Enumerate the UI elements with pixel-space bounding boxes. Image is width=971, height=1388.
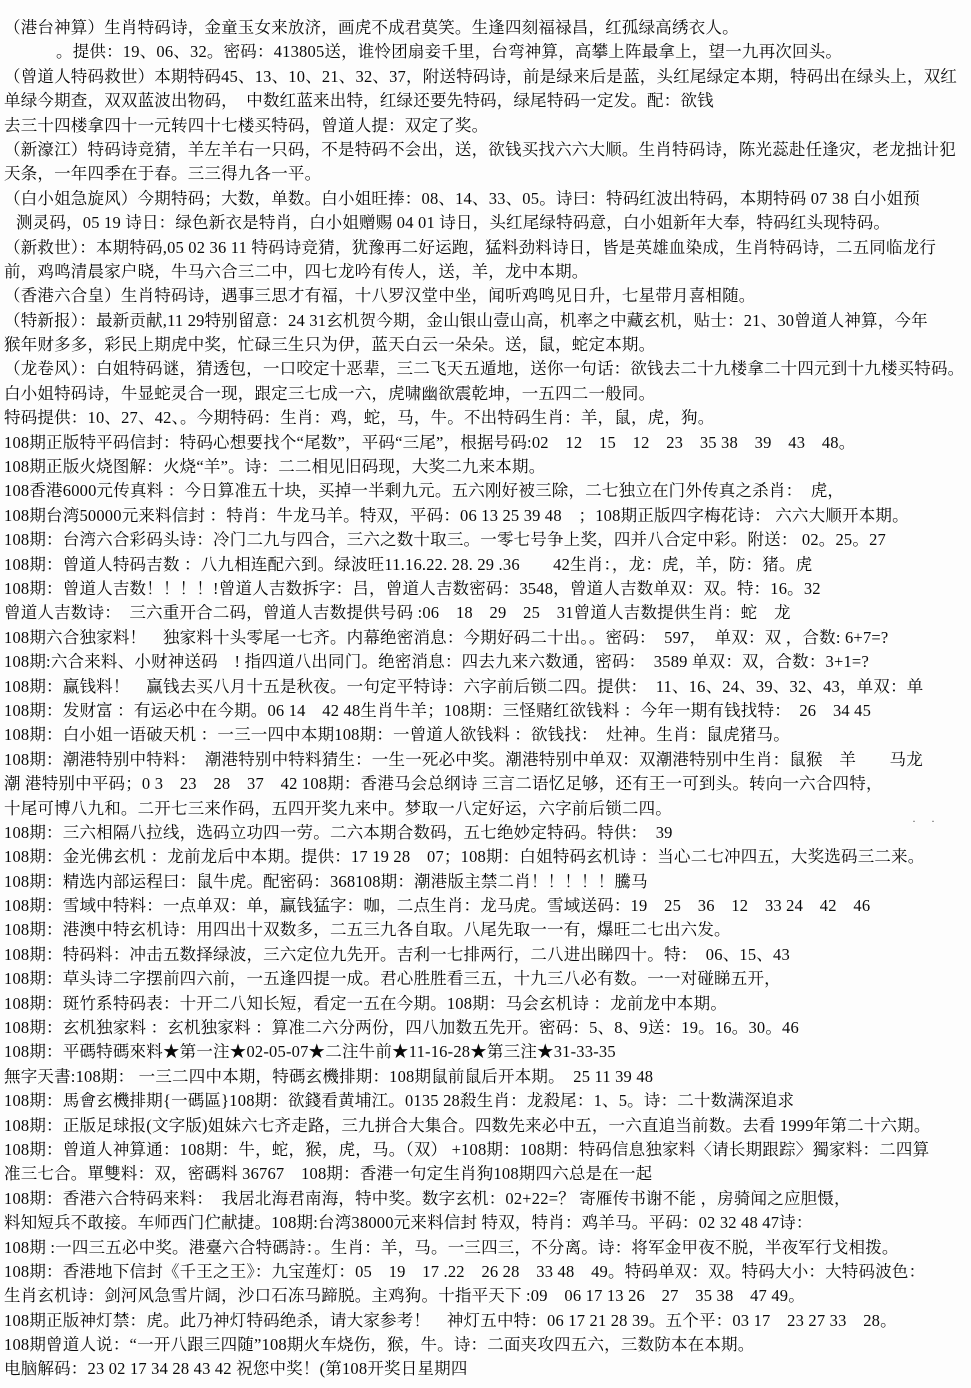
text-line: 。提供：19、06、32。密码：413805送，谁怜团扇妾千里，台弯神算，高攀上阵最拿上，望一九再次回头。: [56, 42, 843, 62]
text-line: 特码提供：10、27、42、。今期特码：生肖：鸡，蛇，马，牛。不出特码生肖：羊，鼠，虎，狗。: [4, 408, 715, 428]
text-line: 108期：特码料：冲击五数择绿波，三六定位九先开。吉利一七排两行，二八进出睇四十。特： 06、15、43: [4, 944, 790, 964]
text-line: 猴年财多多，彩民上期虎中奖，忙碌三生只为伊，蓝天白云一朵朵。送，鼠，蛇定本期。: [4, 335, 656, 355]
text-line: 108期：发财富 ：有运必中在今期。06 14 42 48生肖牛羊；108期：三怪赌红欲钱料 ：今年一期有钱找特： 26 34 45: [4, 700, 872, 720]
text-line: 108期：草头诗二字摆前四六前，一五逢四提一成。君心胜胜看三五，十九三八必有数。一一对碰睇五开，: [4, 969, 781, 989]
text-line: 108期正版特平码信封：特码心想要找个“尾数”，平码“三尾”，根据号码:02 12 15 12 23 35 38 39 43 48。: [4, 432, 856, 452]
text-line: 料知短兵不敢接。车师西门伫献捷。108期:台湾38000元来料信封 特双，特肖：鸡羊马。平码：02 32 48 47诗：: [4, 1213, 813, 1233]
text-line: 曾道人吉数诗： 三六重开合二码，曾道人吉数提供号码 :06 18 29 25 31曾道人吉数提供生肖：蛇 龙: [4, 603, 791, 623]
text-line: 108期：曾道人特码吉数 ：八九相连配六到。绿波旺11.16.22. 28. 29 .36 42生肖：，龙：虎，羊，防：猪。虎: [4, 554, 813, 574]
text-line: 白小姐特码诗，牛显蛇灵合一现，跟定三七成一六，虎啸幽欲震乾坤，一五四二一般同。: [4, 383, 656, 403]
text-line: 108期正版神灯禁：虎。此乃神灯特码绝杀，请大家参考！ 神灯五中特：06 17 21 28 39。五个平：03 17 23 27 33 28。: [4, 1310, 897, 1330]
text-line: 108期：三六相隔八拉线，选码立功四一劳。二六本期合数码，五七绝妙定特码。特供： 39: [4, 822, 673, 842]
text-line: 108期：玄机独家料 ：玄机独家料 ：算准二六分两份，四八加数五先开。密码：5、8、9送：19。16。30。46: [4, 1018, 799, 1038]
text-line: 准三七合。單雙料：双，密碼料 36767 108期：香港一句定生肖狗108期四六总是在一起: [4, 1164, 653, 1184]
text-line: 天条，一年四季在于春。三三得九各一平。: [4, 164, 322, 184]
text-line: （新濠江）特码诗竞猜，羊左羊右一只码，不是特码不会出，送，欲钱买找六六大顺。生肖特码诗，陈光蕊赴任逢灾，老龙拙计犯: [4, 139, 956, 159]
text-line: 108期:六合来料、小财神送码 ! 指四道八出同门。绝密消息：四去九来六数通，密码： 3589 单双：双，合数：3+1=?: [4, 652, 869, 672]
text-line: 108期：雪域中特料：一点单双：单，赢钱猛字：咖，二点生肖：龙马虎。雪域送码：19 25 36 12 33 24 42 46: [4, 896, 871, 916]
text-line: 108期六合独家料！ 独家料十头零尾一七齐。内幕绝密消息：今期好码二十出。。密码： 597， 单双：双 ，合数: 6+7=?: [4, 627, 889, 647]
text-line: 108期 :一四三五必中奖。港臺六合特碼詩：。生肖：羊，马。一三四三，不分离。诗：将军金甲夜不脱，半夜军行戈相拨。: [4, 1237, 899, 1257]
text-line: 电脑解码：23 02 17 34 28 43 42 祝您中奖！(第108开奖日星期四: [4, 1359, 468, 1379]
text-line: （曾道人特码救世）本期特码45、13、10、21、32、37，附送特码诗，前是绿来后是蓝，头红尾绿定本期，特码出在绿头上，双红: [4, 66, 958, 86]
text-line: 108期：白小姐一语破天机 ：一三一四中本期108期：一曾道人欲钱料 ：欲钱找： 灶神。生肖：鼠虎猪马。: [4, 725, 790, 745]
text-line: 108期曾道人说：“一开八跟三四随”108期火车烧伤，猴，牛。诗：二面夹攻四五六，三数防本在本期。: [4, 1335, 755, 1355]
text-line: 108期：港澳中特玄机诗：用四出十双数多，二五三九各自取。八尾先取一一有，爆旺二七出六发。: [4, 920, 731, 940]
text-line: （白小姐急旋风）今期特码；大数，单数。白小姐旺捧：08、14、33、05。诗曰：特码红波出特码，本期特码 07 38 白小姐预: [4, 188, 920, 208]
text-line: （新救世）：本期特码,05 02 36 11 特码诗竞猜，犹豫再二好运跑，猛料劲料诗日，皆是英雄血染成，生肖特码诗，二五同临龙行: [4, 237, 937, 257]
text-line: （特新报）：最新贡献,11 29特别留意：24 31玄机贺今期，金山银山壹山高，机率之中藏玄机，贴士：21、30曾道人神算，今年: [4, 310, 928, 330]
text-line: 108期：馬會玄機排期{一碼區}108期：欲錢看黄埔江。0135 28殺生肖：龙殺尾：1、5。诗：二十数满深追求: [4, 1091, 795, 1111]
text-line: 108期：精选内部运程曰：鼠牛虎。配密码：368108期：潮港版主禁二肖！！！！！騰马: [4, 871, 648, 891]
text-line: 108期：台湾六合彩码头诗：冷门二九与四合，三六之数十取三。一零七号争上奖，四并八合定中彩。附送： 02。25。27: [4, 530, 886, 550]
text-line: 108香港6000元传真料 ：今日算准五十块，买掉一半剩九元。五六刚好被三除，二七独立在门外传真之杀肖： 虎，: [4, 481, 845, 501]
text-line: 单绿今期查，双双蓝波出物码， 中数红蓝来出特，红绿还要先特码，绿尾特码一定发。配：欲钱: [4, 91, 714, 111]
text-line: 十尾可博八九和。二开七三来作码，五四开奖九来中。梦取一八定好运，六字前后锁二四。: [4, 798, 672, 818]
text-line: 108期：赢钱料！ 赢钱去买八月十五是秋夜。一句定平特诗：六字前后锁二四。提供： 11、16、24、39、32、43，单双：单: [4, 676, 924, 696]
text-line: 108期：平碼特碼來料★第一注★02-05-07★二注牛前★11-16-28★第三注★31-33-35: [4, 1042, 616, 1062]
document-page: [4, 16, 967, 1382]
text-line: 108期台湾50000元来料信封 ：特肖：牛龙马羊。特双，平码：06 13 25 39 48 ；108期正版四字梅花诗： 六六大顺开本期。: [4, 505, 909, 525]
text-line: 前，鸡鸣清晨家户晓，牛马六合三二中，四七龙吟有传人，送，羊，龙中本期。: [4, 261, 589, 281]
text-line: （龙卷风）：白姐特码谜，猜透包，一口咬定十恶辈，三二飞天五遁地，送你一句话：欲钱去二十九楼拿二十四元到十九楼买特码。: [4, 359, 965, 379]
text-line: 108期：曾道人神算通：108期：牛，蛇，猴，虎，马。（双） +108期：108期：特码信息独家料〈请长期跟踪〉獨家料：二四算: [4, 1139, 930, 1159]
text-line: 108期：潮港特别中特料： 潮港特别中特料猜生：一生一死必中奖。潮港特别中单双：双潮港特别中生肖：鼠猴 羊 马龙: [4, 749, 923, 769]
text-line: 無字天書:108期： 一三二四中本期，特碼玄機排期：108期鼠前鼠后开本期。 25 11 39 48: [4, 1066, 654, 1086]
stray-scan-dots: · ·: [912, 814, 941, 828]
text-line: 测灵码，05 19 诗日：绿色新衣是特肖，白小姐赠赐 04 01 诗日，头红尾绿特码意，白小姐新年大奉，特码红头现特码。: [16, 213, 891, 233]
text-line: 108期：金光佛玄机 ：龙前龙后中本期。提供：17 19 28 07；108期：白姐特码玄机诗 ：当心二七冲四五，大奖选码三二来。: [4, 847, 925, 867]
text-line: （港台神算）生肖特码诗，金童玉女来放济，画虎不成君莫笑。生逢四刻福禄昌，红孤绿高绣衣人。: [4, 18, 739, 37]
text-line: 108期正版火烧图解：火烧“羊”。诗：二二相见旧码现，大奖二九来本期。: [4, 457, 546, 477]
text-line: 生肖玄机诗：剑河风急雪片阔，沙口石冻马蹄脱。主鸡狗。十指平天下 :09 06 17 13 26 27 35 38 47 49。: [4, 1286, 805, 1306]
text-line: 108期：曾道人吉数！！！！!曾道人吉数拆字：吕，曾道人吉数密码：3548，曾道人吉数单双：双。特：16。32: [4, 578, 821, 598]
text-line: 潮 港特别中平码；0 3 23 28 37 42 108期：香港马会总纲诗 三言二语忆足够，还有王一可到头。转向一六合四特，: [4, 774, 883, 794]
text-line: 108期：香港六合特码来料： 我居北海君南海，特中奖。数字玄机：02+22=？ 寄雁传书谢不能 ，房骑闻之应胆慑，: [4, 1188, 851, 1208]
text-line: 108期：斑竹系特码表：十开二八知长短，看定一五在今期。108期：马会玄机诗 ：龙前龙中本期。: [4, 993, 728, 1013]
text-line: （香港六合皇）生肖特码诗，遇事三思才有福，十八罗汉堂中坐，闻听鸡鸣见日升，七星带月喜相随。: [4, 286, 756, 306]
text-line: 去三十四楼拿四十一元转四十七楼买特码，曾道人提：双定了奖。: [4, 115, 489, 135]
text-line: 108期：正版足球报(文字版)姐妹六七齐走路，三九拼合大集合。四数先来必中五，一六直追当前数。去看 1999年第二十六期。: [4, 1115, 931, 1135]
text-line: 108期：香港地下信封《千王之王》：九宝莲灯：05 19 17 .22 26 28 33 48 49。特码单双：双。特码大小：大特码波色：: [4, 1261, 926, 1281]
